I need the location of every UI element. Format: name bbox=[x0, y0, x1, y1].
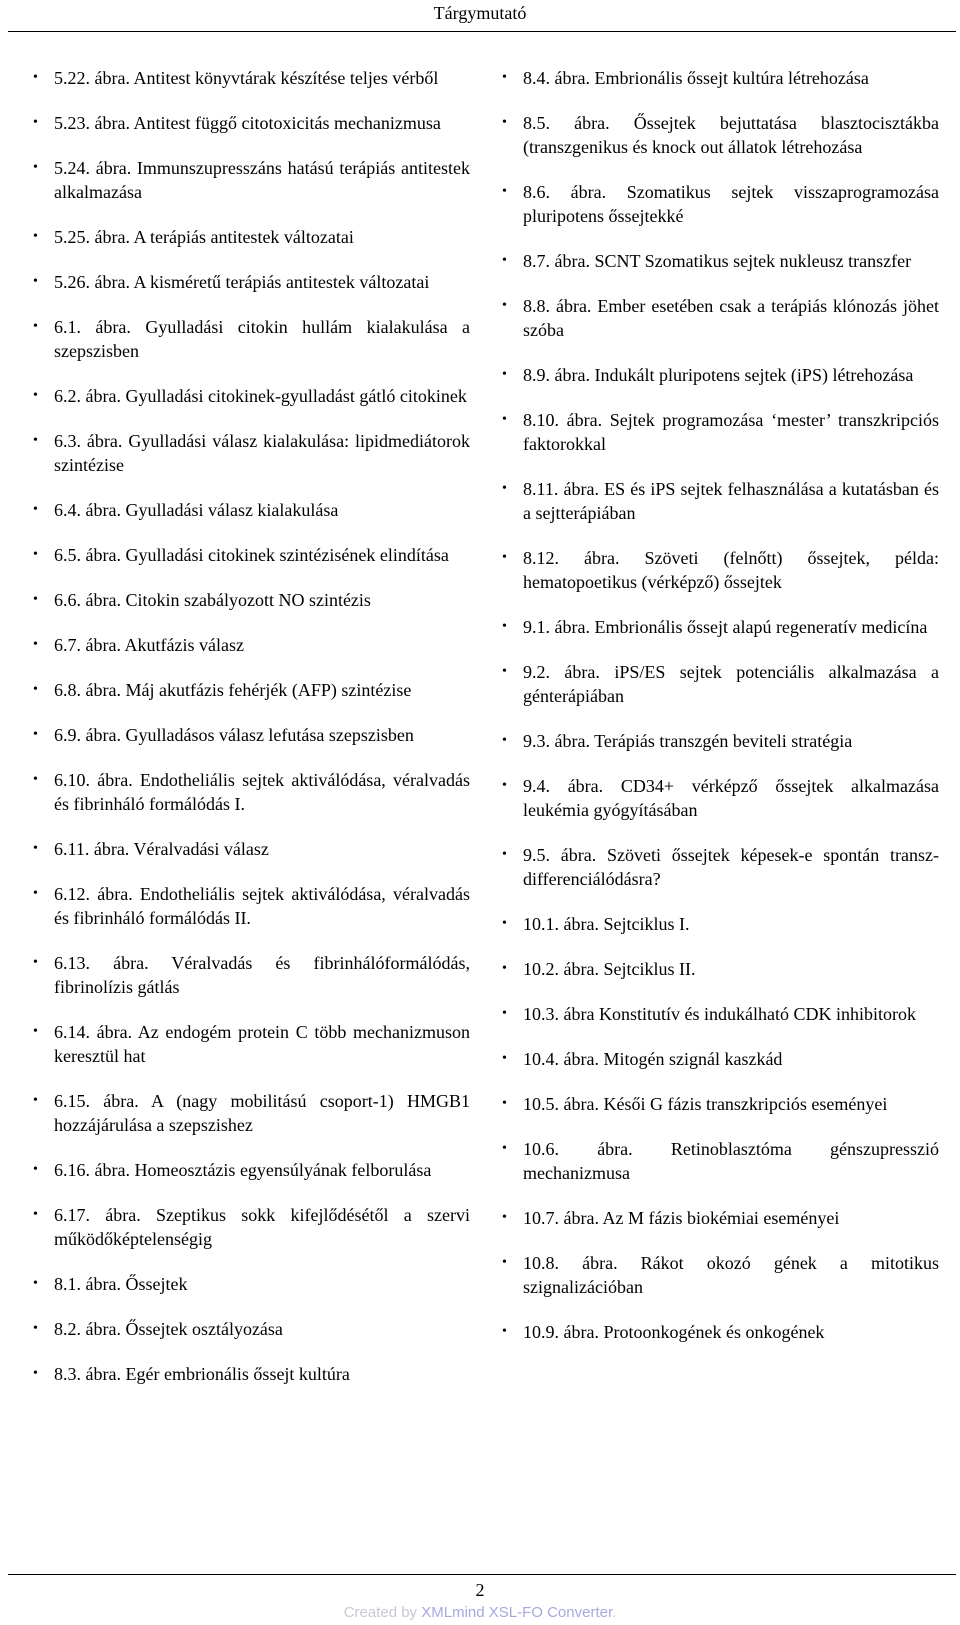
index-entry bbox=[499, 363, 939, 387]
index-entry-text: 8.5. ábra. Őssejtek bejuttatása blasztocisztákba (transzgenikus és knock out állatok létrehozása bbox=[523, 113, 939, 157]
index-entry-text: 6.2. ábra. Gyulladási citokinek-gyulladást gátló citokinek bbox=[54, 386, 467, 406]
index-entry bbox=[499, 180, 939, 228]
index-entry bbox=[30, 951, 470, 999]
bullet-icon: • bbox=[33, 682, 38, 697]
index-entry-text: 10.5. ábra. Késői G fázis transzkripciós eseményei bbox=[523, 1094, 888, 1114]
bullet-icon: • bbox=[33, 886, 38, 901]
bullet-icon: • bbox=[502, 619, 507, 634]
index-entry bbox=[30, 270, 470, 294]
index-entry bbox=[30, 768, 470, 816]
index-entry-text: 9.5. ábra. Szöveti őssejtek képesek-e spontán transz-differenciálódásra? bbox=[523, 845, 939, 889]
index-entry-text: 6.1. ábra. Gyulladási citokin hullám kialakulása a szepszisben bbox=[54, 317, 470, 361]
index-entry bbox=[499, 1137, 939, 1185]
index-entry-text: 10.4. ábra. Mitogén szignál kaszkád bbox=[523, 1049, 783, 1069]
bullet-icon: • bbox=[33, 1093, 38, 1108]
index-entry-text: 5.22. ábra. Antitest könyvtárak készítése teljes vérből bbox=[54, 68, 439, 88]
index-entry-text: 6.17. ábra. Szeptikus sokk kifejlődésétől a szervi működőképtelenségig bbox=[54, 1205, 470, 1249]
bullet-icon: • bbox=[33, 1276, 38, 1291]
bullet-icon: • bbox=[33, 388, 38, 403]
index-entry bbox=[30, 498, 470, 522]
index-entry bbox=[499, 912, 939, 936]
index-entry bbox=[30, 1203, 470, 1251]
bullet-icon: • bbox=[33, 1207, 38, 1222]
bullet-icon: • bbox=[502, 1096, 507, 1111]
bullet-icon: • bbox=[33, 1162, 38, 1177]
index-entry-text: 6.13. ábra. Véralvadás és fibrinhálóformálódás, fibrinolízis gátlás bbox=[54, 953, 470, 997]
bullet-icon: • bbox=[33, 547, 38, 562]
index-entry-text: 5.26. ábra. A kisméretű terápiás antitestek változatai bbox=[54, 272, 430, 292]
index-entry bbox=[499, 1320, 939, 1344]
bullet-icon: • bbox=[33, 637, 38, 652]
index-entry bbox=[499, 66, 939, 90]
bullet-icon: • bbox=[502, 1141, 507, 1156]
bullet-icon: • bbox=[502, 253, 507, 268]
index-entry bbox=[499, 1251, 939, 1299]
index-entry-text: 5.24. ábra. Immunszupresszáns hatású terápiás antitestek alkalmazása bbox=[54, 158, 470, 202]
bullet-icon: • bbox=[33, 727, 38, 742]
index-entry-text: 10.9. ábra. Protoonkogének és onkogének bbox=[523, 1322, 825, 1342]
index-entry bbox=[30, 1020, 470, 1068]
bullet-icon: • bbox=[502, 778, 507, 793]
index-entry bbox=[30, 66, 470, 90]
index-entry bbox=[30, 1272, 470, 1296]
bullet-icon: • bbox=[502, 847, 507, 862]
index-entry-text: 8.11. ábra. ES és iPS sejtek felhasználása a kutatásban és a sejtterápiában bbox=[523, 479, 939, 523]
index-entry bbox=[30, 156, 470, 204]
index-entry-text: 6.14. ábra. Az endogém protein C több mechanizmuson keresztül hat bbox=[54, 1022, 470, 1066]
index-entry-text: 10.2. ábra. Sejtciklus II. bbox=[523, 959, 696, 979]
index-entry bbox=[499, 957, 939, 981]
bullet-icon: • bbox=[502, 70, 507, 85]
bullet-icon: • bbox=[33, 115, 38, 130]
bullet-icon: • bbox=[33, 319, 38, 334]
bullet-icon: • bbox=[502, 115, 507, 130]
index-entry-text: 8.2. ábra. Őssejtek osztályozása bbox=[54, 1319, 283, 1339]
index-entry bbox=[499, 111, 939, 159]
index-entry-text: 10.3. ábra Konstitutív és indukálható CDK inhibitorok bbox=[523, 1004, 916, 1024]
index-column-right bbox=[499, 66, 939, 1365]
index-entry bbox=[499, 1092, 939, 1116]
footer-credit bbox=[0, 1603, 960, 1623]
credit-prefix: Created by bbox=[343, 1604, 422, 1621]
index-entry bbox=[499, 294, 939, 342]
index-entry bbox=[499, 1047, 939, 1071]
index-entry-text: 8.12. ábra. Szöveti (felnőtt) őssejtek, példa: hematopoetikus (vérképző) őssejtek bbox=[523, 548, 939, 592]
index-entry-text: 6.12. ábra. Endotheliális sejtek aktiválódása, véralvadás és fibrinháló formálódás II. bbox=[54, 884, 470, 928]
index-entry bbox=[499, 1002, 939, 1026]
bullet-icon: • bbox=[33, 1321, 38, 1336]
index-entry-text: 6.3. ábra. Gyulladási válasz kialakulása: lipidmediátorok szintézise bbox=[54, 431, 470, 475]
bullet-icon: • bbox=[502, 184, 507, 199]
index-entry bbox=[499, 729, 939, 753]
index-entry-text: 9.2. ábra. iPS/ES sejtek potenciális alkalmazása a génterápiában bbox=[523, 662, 939, 706]
index-entry bbox=[499, 546, 939, 594]
bullet-icon: • bbox=[502, 550, 507, 565]
index-entry-text: 10.6. ábra. Retinoblasztóma génszupresszió mechanizmusa bbox=[523, 1139, 939, 1183]
index-entry-text: 10.8. ábra. Rákot okozó gének a mitotikus szignalizációban bbox=[523, 1253, 939, 1297]
bullet-icon: • bbox=[502, 367, 507, 382]
index-entry bbox=[30, 1158, 470, 1182]
bullet-icon: • bbox=[33, 502, 38, 517]
index-entry-text: 5.25. ábra. A terápiás antitestek változatai bbox=[54, 227, 354, 247]
index-entry-text: 8.8. ábra. Ember esetében csak a terápiás klónozás jöhet szóba bbox=[523, 296, 939, 340]
bullet-icon: • bbox=[33, 433, 38, 448]
credit-brand-link[interactable]: XMLmind XSL-FO Converter bbox=[421, 1604, 613, 1621]
index-entry-text: 6.15. ábra. A (nagy mobilitású csoport-1) HMGB1 hozzájárulása a szepszishez bbox=[54, 1091, 470, 1135]
bullet-icon: • bbox=[502, 1255, 507, 1270]
index-entry-text: 8.7. ábra. SCNT Szomatikus sejtek nukleusz transzfer bbox=[523, 251, 912, 271]
index-entry-text: 10.7. ábra. Az M fázis biokémiai eseményei bbox=[523, 1208, 840, 1228]
bullet-icon: • bbox=[502, 298, 507, 313]
bullet-icon: • bbox=[33, 841, 38, 856]
index-entry bbox=[30, 225, 470, 249]
bullet-icon: • bbox=[502, 664, 507, 679]
index-entry-text: 6.5. ábra. Gyulladási citokinek szintézisének elindítása bbox=[54, 545, 449, 565]
index-entry bbox=[30, 588, 470, 612]
index-entry bbox=[499, 660, 939, 708]
bullet-icon: • bbox=[33, 160, 38, 175]
index-entry bbox=[30, 1317, 470, 1341]
index-entry-text: 10.1. ábra. Sejtciklus I. bbox=[523, 914, 690, 934]
bullet-icon: • bbox=[502, 961, 507, 976]
index-entry-text: 6.16. ábra. Homeosztázis egyensúlyának felborulása bbox=[54, 1160, 432, 1180]
bullet-icon: • bbox=[502, 916, 507, 931]
index-entry bbox=[499, 477, 939, 525]
index-entry bbox=[30, 111, 470, 135]
index-entry bbox=[30, 543, 470, 567]
bullet-icon: • bbox=[502, 1051, 507, 1066]
index-entry bbox=[30, 882, 470, 930]
index-entry-text: 6.9. ábra. Gyulladásos válasz lefutása szepszisben bbox=[54, 725, 414, 745]
index-entry-text: 9.4. ábra. CD34+ vérképző őssejtek alkalmazása leukémia gyógyításában bbox=[523, 776, 939, 820]
index-entry-text: 5.23. ábra. Antitest függő citotoxicitás mechanizmusa bbox=[54, 113, 441, 133]
index-column-left bbox=[30, 66, 470, 1407]
bullet-icon: • bbox=[502, 1324, 507, 1339]
footer-divider bbox=[8, 1574, 956, 1575]
index-entry-text: 9.1. ábra. Embrionális őssejt alapú regeneratív medicína bbox=[523, 617, 928, 637]
index-entry bbox=[30, 384, 470, 408]
index-entry bbox=[30, 633, 470, 657]
page-number: 2 bbox=[475, 1580, 485, 1600]
index-entry-text: 8.6. ábra. Szomatikus sejtek visszaprogramozása pluripotens őssejtekké bbox=[523, 182, 939, 226]
bullet-icon: • bbox=[33, 772, 38, 787]
bullet-icon: • bbox=[33, 955, 38, 970]
index-entry bbox=[30, 315, 470, 363]
index-entry bbox=[30, 837, 470, 861]
bullet-icon: • bbox=[33, 274, 38, 289]
index-entry-text: 8.4. ábra. Embrionális őssejt kultúra létrehozása bbox=[523, 68, 869, 88]
index-entry bbox=[499, 843, 939, 891]
index-entry-text: 8.3. ábra. Egér embrionális őssejt kultúra bbox=[54, 1364, 350, 1384]
index-entry bbox=[499, 1206, 939, 1230]
index-entry bbox=[499, 408, 939, 456]
index-entry bbox=[30, 678, 470, 702]
index-entry bbox=[499, 615, 939, 639]
index-entry-text: 6.10. ábra. Endotheliális sejtek aktiválódása, véralvadás és fibrinháló formálódás I. bbox=[54, 770, 470, 814]
index-entry bbox=[30, 429, 470, 477]
index-entry-text: 8.9. ábra. Indukált pluripotens sejtek (iPS) létrehozása bbox=[523, 365, 914, 385]
index-entry-text: 6.11. ábra. Véralvadási válasz bbox=[54, 839, 269, 859]
index-entry-text: 6.4. ábra. Gyulladási válasz kialakulása bbox=[54, 500, 339, 520]
index-entry bbox=[499, 774, 939, 822]
index-entry-text: 9.3. ábra. Terápiás transzgén beviteli stratégia bbox=[523, 731, 853, 751]
page-title: Tárgymutató bbox=[433, 3, 527, 23]
bullet-icon: • bbox=[502, 481, 507, 496]
bullet-icon: • bbox=[33, 70, 38, 85]
bullet-icon: • bbox=[33, 592, 38, 607]
index-entry bbox=[499, 249, 939, 273]
index-entry bbox=[30, 1089, 470, 1137]
index-entry-text: 6.6. ábra. Citokin szabályozott NO szintézis bbox=[54, 590, 371, 610]
index-entry-text: 6.8. ábra. Máj akutfázis fehérjék (AFP) szintézise bbox=[54, 680, 412, 700]
index-entry-text: 8.1. ábra. Őssejtek bbox=[54, 1274, 188, 1294]
bullet-icon: • bbox=[502, 412, 507, 427]
credit-suffix: . bbox=[612, 1604, 617, 1621]
bullet-icon: • bbox=[33, 1366, 38, 1381]
page-header bbox=[0, 0, 960, 30]
bullet-icon: • bbox=[33, 1024, 38, 1039]
bullet-icon: • bbox=[502, 733, 507, 748]
header-divider bbox=[8, 31, 956, 32]
index-entry-text: 6.7. ábra. Akutfázis válasz bbox=[54, 635, 244, 655]
bullet-icon: • bbox=[502, 1210, 507, 1225]
index-entry bbox=[30, 723, 470, 747]
index-entry-text: 8.10. ábra. Sejtek programozása ‘mester’ transzkripciós faktorokkal bbox=[523, 410, 939, 454]
bullet-icon: • bbox=[33, 229, 38, 244]
index-entry bbox=[30, 1362, 470, 1386]
bullet-icon: • bbox=[502, 1006, 507, 1021]
